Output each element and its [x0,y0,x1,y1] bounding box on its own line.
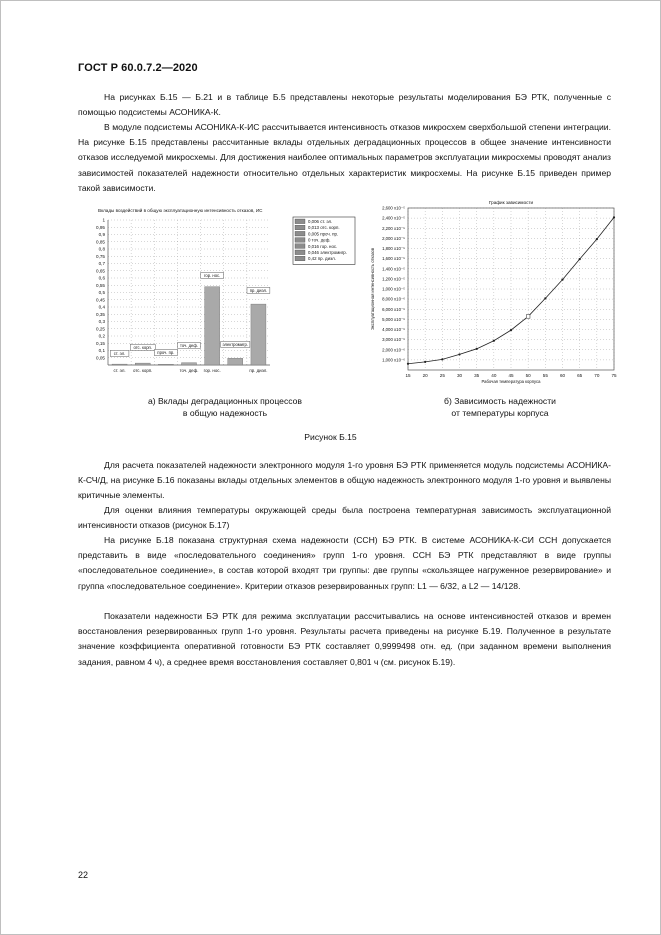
chart-a-x-tick: точ. деф. [179,368,199,373]
figure-label: Рисунок Б.15 [304,432,357,442]
chart-a-y-tick: 0,75 [96,253,105,259]
caption-a [120,395,330,419]
chart-b-x-tick: 65 [577,373,583,378]
chart-b-x-tick: 25 [439,373,445,378]
chart-a-bar [112,364,127,365]
chart-b-point [424,361,426,363]
chart-a-y-tick: 0,3 [98,319,105,325]
paragraph-results: Показатели надежности БЭ РТК для режима эксплуатации рассчитывались на основе интенсивностей отказов и времен восстановления резервированных групп 1-го уровня. Результаты расчета приведены на рисунке Б.19. Полученное в результате значение коэффициента оперативной готовности БЭ РТК составляет 0,9999498 отн. ед. (при заданном времени выполнения задания, равном 4 ч), а среднее время восстановления составляет 0,801 ч (см. рисунок Б.19). [78,611,611,667]
chart-b-y-tick: 2,600 х10⁻⁵ [382,205,405,211]
chart-a-x-tick: пр. диэл. [249,368,268,373]
chart-b-x-label: Рабочая температура корпуса [481,379,541,384]
chart-a-legend-swatch [295,231,305,236]
chart-a-y-tick: 0,9 [98,232,105,238]
chart-b-point [613,216,615,218]
chart-b-x-tick: 15 [405,373,411,378]
chart-a-y-tick: 0,05 [96,355,105,361]
chart-b-y-tick: 2,200 х10⁻⁵ [382,225,405,231]
chart-a-legend-entry: 0,005 проч. пр. [308,231,339,237]
chart-b-x-tick: 40 [491,373,497,378]
chart-a-bar [205,287,220,365]
caption-a-line2: в общую надежность [182,408,268,418]
chart-b-y-tick: 3,000 х10⁻⁶ [382,337,405,343]
chart-a-legend-entry: 0,046 электромигр. [308,250,347,255]
chart-a-bar-label: гор. нос. [203,272,221,278]
chart-reliability-vs-temperature [368,198,621,385]
chart-b-point [544,297,546,299]
chart-a-bar [135,363,150,365]
chart-a-y-tick: 1 [102,217,105,223]
chart-a-y-tick: 0,35 [96,311,105,317]
chart-b-y-tick: 1,400 х10⁻⁵ [382,266,405,272]
chart-a-legend-swatch [295,244,305,249]
chart-a-y-tick: 0,8 [98,246,105,252]
chart-a-bar [182,363,197,365]
chart-a-y-tick: 0,1 [98,348,105,354]
chart-a-x-tick: ст. эл. [113,368,126,373]
chart-b-title: График зависимости [488,200,534,205]
chart-a-y-tick: 0,2 [98,333,105,339]
chart-a-legend-swatch [295,225,305,230]
chart-b-y-tick: 2,400 х10⁻⁵ [382,215,405,221]
chart-a-legend-entry: 0,42 пр. диэл. [308,256,336,262]
chart-b-y-tick: 1,200 х10⁻⁵ [382,276,405,282]
chart-a-legend-entry: 0,006 ст. эл. [308,219,333,224]
chart-a-x-tick: гор. нос. [203,368,221,373]
chart-b-x-tick: 75 [611,373,617,378]
chart-a-legend-entry: 0,016 гор. нос. [308,243,338,249]
chart-a-bar-label: проч. пр. [157,349,175,355]
chart-b-point [510,329,512,331]
paragraph-ssn: На рисунке Б.18 показана структурная схема надежности (ССН) БЭ РТК. В системе АСОНИКА-К-СИ ССН допускается представить в виде «последовательного соединения» групп 1-го уровня. ССН БЭ РТК представляют в виде группы «последовательное соединение», в состав которой входят три группы: две группы «скользящее нагруженное резервирование» и группа «последовательное соединение». Критерии отказов резервированных групп: L1 — 6/32, а L2 — 14/128. [78,535,611,591]
chart-b-point [493,340,495,342]
chart-a-bar-label: точ. деф. [180,342,198,348]
chart-a-bar [158,364,173,365]
paragraph-intro: На рисунках Б.15 — Б.21 и в таблице Б.5 представлены некоторые результаты моделирования БЭ РТК, полученные с помощью подсистемы АСОНИКА-К. [78,92,611,118]
caption-b [400,395,600,419]
chart-a-y-tick: 0,15 [96,340,105,346]
chart-a-bar [251,304,266,365]
chart-b-x-tick: 60 [559,373,566,378]
chart-b-point [407,363,409,365]
chart-b-x-tick: 30 [456,373,463,378]
chart-a-bar-label: ст. эл. [113,350,126,356]
caption-b-line2: от температуры корпуса [451,408,549,418]
chart-a-y-tick: 0,4 [98,304,105,310]
chart-b-y-label: Эксплуатационная интенсивность отказов [370,247,375,331]
chart-b-point [441,358,443,360]
chart-a-y-tick: 0,65 [96,268,105,274]
chart-b-x-tick: 70 [594,373,600,378]
page-number: 22 [78,870,89,880]
chart-b-point [561,279,563,281]
chart-a-x-tick: отс. корп. [133,368,153,373]
chart-a-y-tick: 0,55 [96,282,105,288]
chart-a-legend-entry: 0,013 отс. корп. [308,225,340,231]
chart-b-y-tick: 6,000 х10⁻⁶ [382,306,405,312]
chart-b-x-tick: 50 [525,373,531,378]
chart-a-bar [228,358,243,365]
chart-b-y-tick: 8,000 х10⁻⁶ [382,296,405,302]
chart-b-y-tick: 2,000 х10⁻⁵ [382,235,405,241]
chart-degradation-contributions [78,203,360,375]
chart-b-y-tick: 1,000 х10⁻⁶ [382,357,405,363]
caption-b-line1: б) Зависимость надежности [444,396,556,406]
chart-b-y-tick: 2,000 х10⁻⁶ [382,347,405,353]
chart-b-y-tick: 1,600 х10⁻⁵ [382,256,405,262]
chart-b-point [476,348,478,350]
chart-a-y-tick: 0,25 [96,326,105,332]
chart-a-legend-swatch [295,219,305,224]
chart-a-legend-entry: 0 точ. деф. [308,237,331,243]
chart-b-series-line [408,217,614,363]
paragraph-module-sch: Для расчета показателей надежности электронного модуля 1-го уровня БЭ РТК применяется модуль подсистемы АСОНИКА-К-СЧ/Д, на рисунке Б.16 показаны вклады отдельных элементов в общую надежность электронного модуля 1-го уровня и выявлены критичные элементы. [78,460,611,501]
chart-b-point [526,315,530,319]
paragraph-temperature: Для оценки влияния температуры окружающей среды была построена температурная зависимость эксплуатационной интенсивности отказов (рисунок Б.17) [78,505,611,531]
chart-b-point [579,258,581,260]
chart-a-title: Вклады воздействий в общую эксплуатационную интенсивность отказов, ИС [98,208,263,213]
chart-a-bar-label: отс. корп. [133,344,152,350]
chart-b-x-tick: 20 [422,373,428,378]
chart-a-y-tick: 0,7 [98,261,105,267]
chart-a-bar-label: пр. диэл. [249,287,268,293]
paragraph-module-is: В модуле подсистемы АСОНИКА-К-ИС рассчитывается интенсивность отказов микросхем сверхбольшой степени интеграции. На рисунке Б.15 представлены рассчитанные вклады отдельных деградационных процессов в общее значение интенсивности отказов исследуемой микросхемы. Для достижения наиболее оптимальных параметров эксплуатации микросхемы проводят анализ зависимостей показателей надежности относительно отдельных характеристик микросхемы. На рисунке Б.15 приведен пример такой зависимости. [78,122,611,193]
chart-a-bar-label: электромигр. [222,341,249,347]
chart-a-y-tick: 0,85 [96,239,105,245]
caption-a-line1: а) Вклады деградационных процессов [148,396,302,406]
chart-b-y-tick: 1,000 х10⁻⁵ [382,286,405,292]
chart-b-x-tick: 35 [474,373,480,378]
chart-b-point [596,238,598,240]
chart-b-point [458,353,460,355]
chart-a-y-tick: 0,45 [96,297,105,303]
chart-b-x-tick: 55 [542,373,548,378]
chart-a-legend-swatch [295,256,305,261]
chart-b-y-tick: 4,000 х10⁻⁶ [382,327,405,333]
chart-b-y-tick: 1,800 х10⁻⁵ [382,246,405,252]
chart-b-x-tick: 45 [508,373,514,378]
standard-header: ГОСТ Р 60.0.7.2—2020 [78,62,198,74]
chart-a-y-tick: 0,6 [98,275,105,281]
chart-a-y-tick: 0,95 [96,224,105,230]
chart-a-y-tick: 0,5 [98,290,105,296]
chart-a-legend-swatch [295,238,305,243]
chart-b-y-tick: 5,000 х10⁻⁶ [382,316,405,322]
chart-a-legend-swatch [295,250,305,255]
